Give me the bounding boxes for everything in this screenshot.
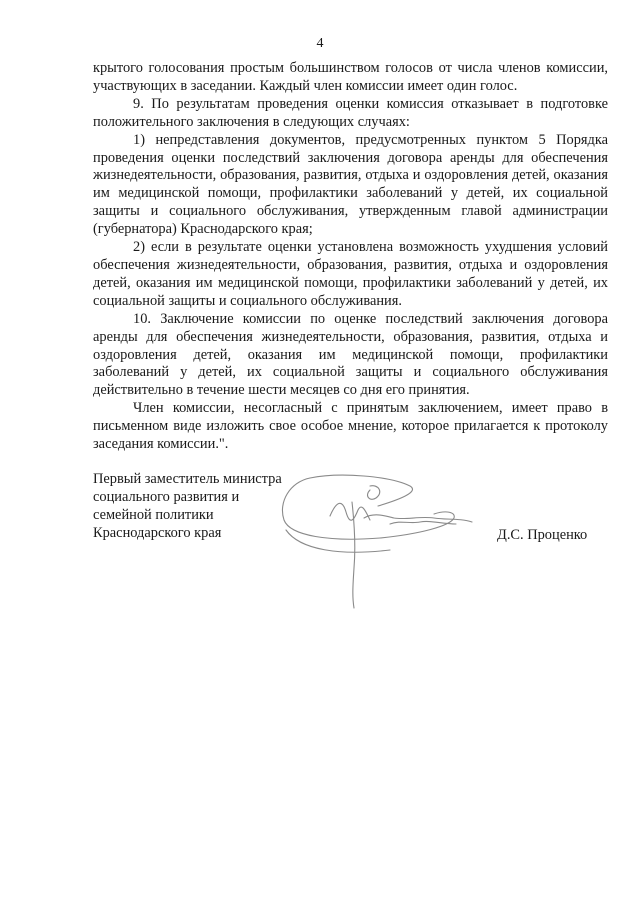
paragraph-item-9: 9. По результатам проведения оценки комиссия отказывает в подготовке положительного заключения в следующих случаях: xyxy=(93,95,608,130)
page-number: 4 xyxy=(316,36,324,51)
signatory-position-line: социального развития и xyxy=(93,489,240,505)
paragraph-dissent: Член комиссии, несогласный с принятым заключением, имеет право в письменном виде изложить свое особое мнение, которое прилагается к протоколу заседания комиссии.". xyxy=(93,400,608,453)
paragraph-subitem-1: 1) непредставления документов, предусмотренных пунктом 5 Порядка проведения оценки последствий заключения договора аренды для обеспечения жизнедеятельности, образования, развития, отдыха и оздоровления детей, оказания им медицинской помощи, профилактики заболеваний у детей, их социальной защиты и социального обслуживания, утвержденным главой администрации (губернатора) Краснодарского края; xyxy=(93,131,608,238)
paragraph-item-10: 10. Заключение комиссии по оценке последствий заключения договора аренды для обеспечения жизнедеятельности, образования, развития, отдыха и оздоровления детей, оказания им медицинской помощи, профилактики заболеваний у детей, их социальной защиты и социального обслуживания действительно в течение шести месяцев со дня его принятия. xyxy=(93,310,608,399)
signatory-name: Д.С. Проценко xyxy=(497,527,588,543)
signatory-position-line: семейной политики xyxy=(93,507,214,523)
signatory-position-line: Краснодарского края xyxy=(93,525,222,541)
paragraph-continuation: крытого голосования простым большинством голосов от числа членов комиссии, участвующих в заседании. Каждый член комиссии имеет один голос. xyxy=(93,60,608,94)
signatory-position xyxy=(93,470,282,542)
paragraph-subitem-2: 2) если в результате оценки установлена возможность ухудшения условий обеспечения жизнедеятельности, образования, развития, отдыха и оздоровления детей, оказания им медицинской помощи, профилактики заболеваний у детей, их социальной защиты и социального обслуживания. xyxy=(93,239,608,309)
handwritten-signature xyxy=(270,472,480,612)
signatory-position-line: Первый заместитель министра xyxy=(93,471,282,487)
document-body xyxy=(93,60,608,454)
